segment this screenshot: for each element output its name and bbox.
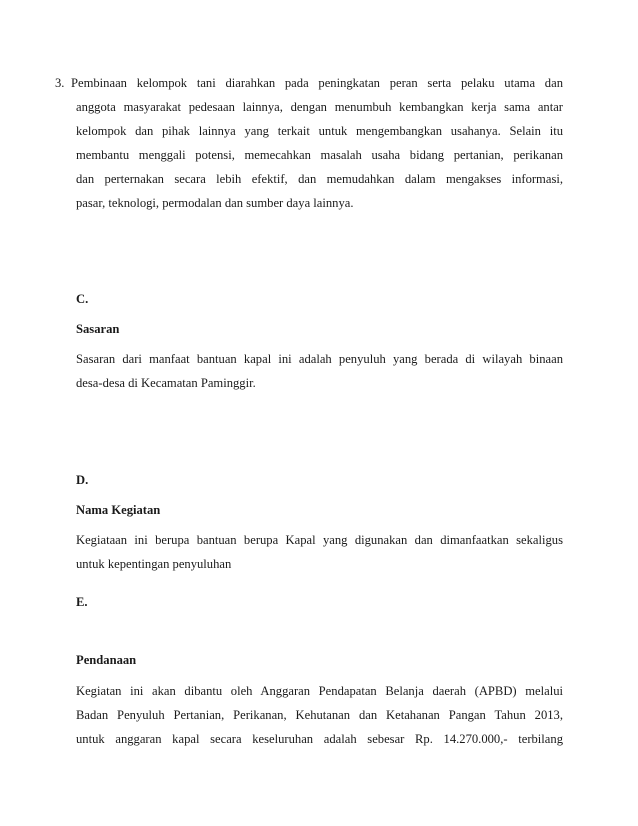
section-e-line-3: untuk anggaran kapal secara keseluruhan adalah sebesar Rp. 14.270.000,- terbilang: [76, 732, 563, 746]
section-d-letter: D.: [76, 473, 89, 487]
section-c-line-1: Sasaran dari manfaat bantuan kapal ini adalah penyuluh yang berada di wilayah binaan: [76, 352, 563, 366]
section-d-title: Nama Kegiatan: [76, 503, 161, 517]
item3-line-4: membantu menggali potensi, memecahkan masalah usaha bidang pertanian, perikanan: [76, 148, 563, 162]
section-d-line-2: untuk kepentingan penyuluhan: [76, 557, 232, 571]
item3-number: 3.: [55, 76, 65, 90]
section-e-line-1: Kegiatan ini akan dibantu oleh Anggaran Pendapatan Belanja daerah (APBD) melalui: [76, 684, 563, 698]
section-c-line-2: desa-desa di Kecamatan Paminggir.: [76, 376, 256, 390]
section-c-title: Sasaran: [76, 322, 120, 336]
section-c-letter: C.: [76, 292, 89, 306]
item3-line-2: anggota masyarakat pedesaan lainnya, dengan menumbuh kembangkan kerja sama antar: [76, 100, 563, 114]
section-e-line-2: Badan Penyuluh Pertanian, Perikanan, Kehutanan dan Ketahanan Pangan Tahun 2013,: [76, 708, 563, 722]
item3-line-1: Pembinaan kelompok tani diarahkan pada peningkatan peran serta pelaku utama dan: [71, 76, 563, 90]
item3-line-3: kelompok dan pihak lainnya yang terkait untuk mengembangkan usahanya. Selain itu: [76, 124, 563, 138]
section-e-title: Pendanaan: [76, 653, 137, 667]
item3-line-6: pasar, teknologi, permodalan dan sumber daya lainnya.: [76, 196, 354, 210]
section-d-line-1: Kegiataan ini berupa bantuan berupa Kapal yang digunakan dan dimanfaatkan sekaligus: [76, 533, 563, 547]
section-e-letter: E.: [76, 595, 88, 609]
item3-line-5: dan perternakan secara lebih efektif, dan memudahkan dalam mengakses informasi,: [76, 172, 563, 186]
